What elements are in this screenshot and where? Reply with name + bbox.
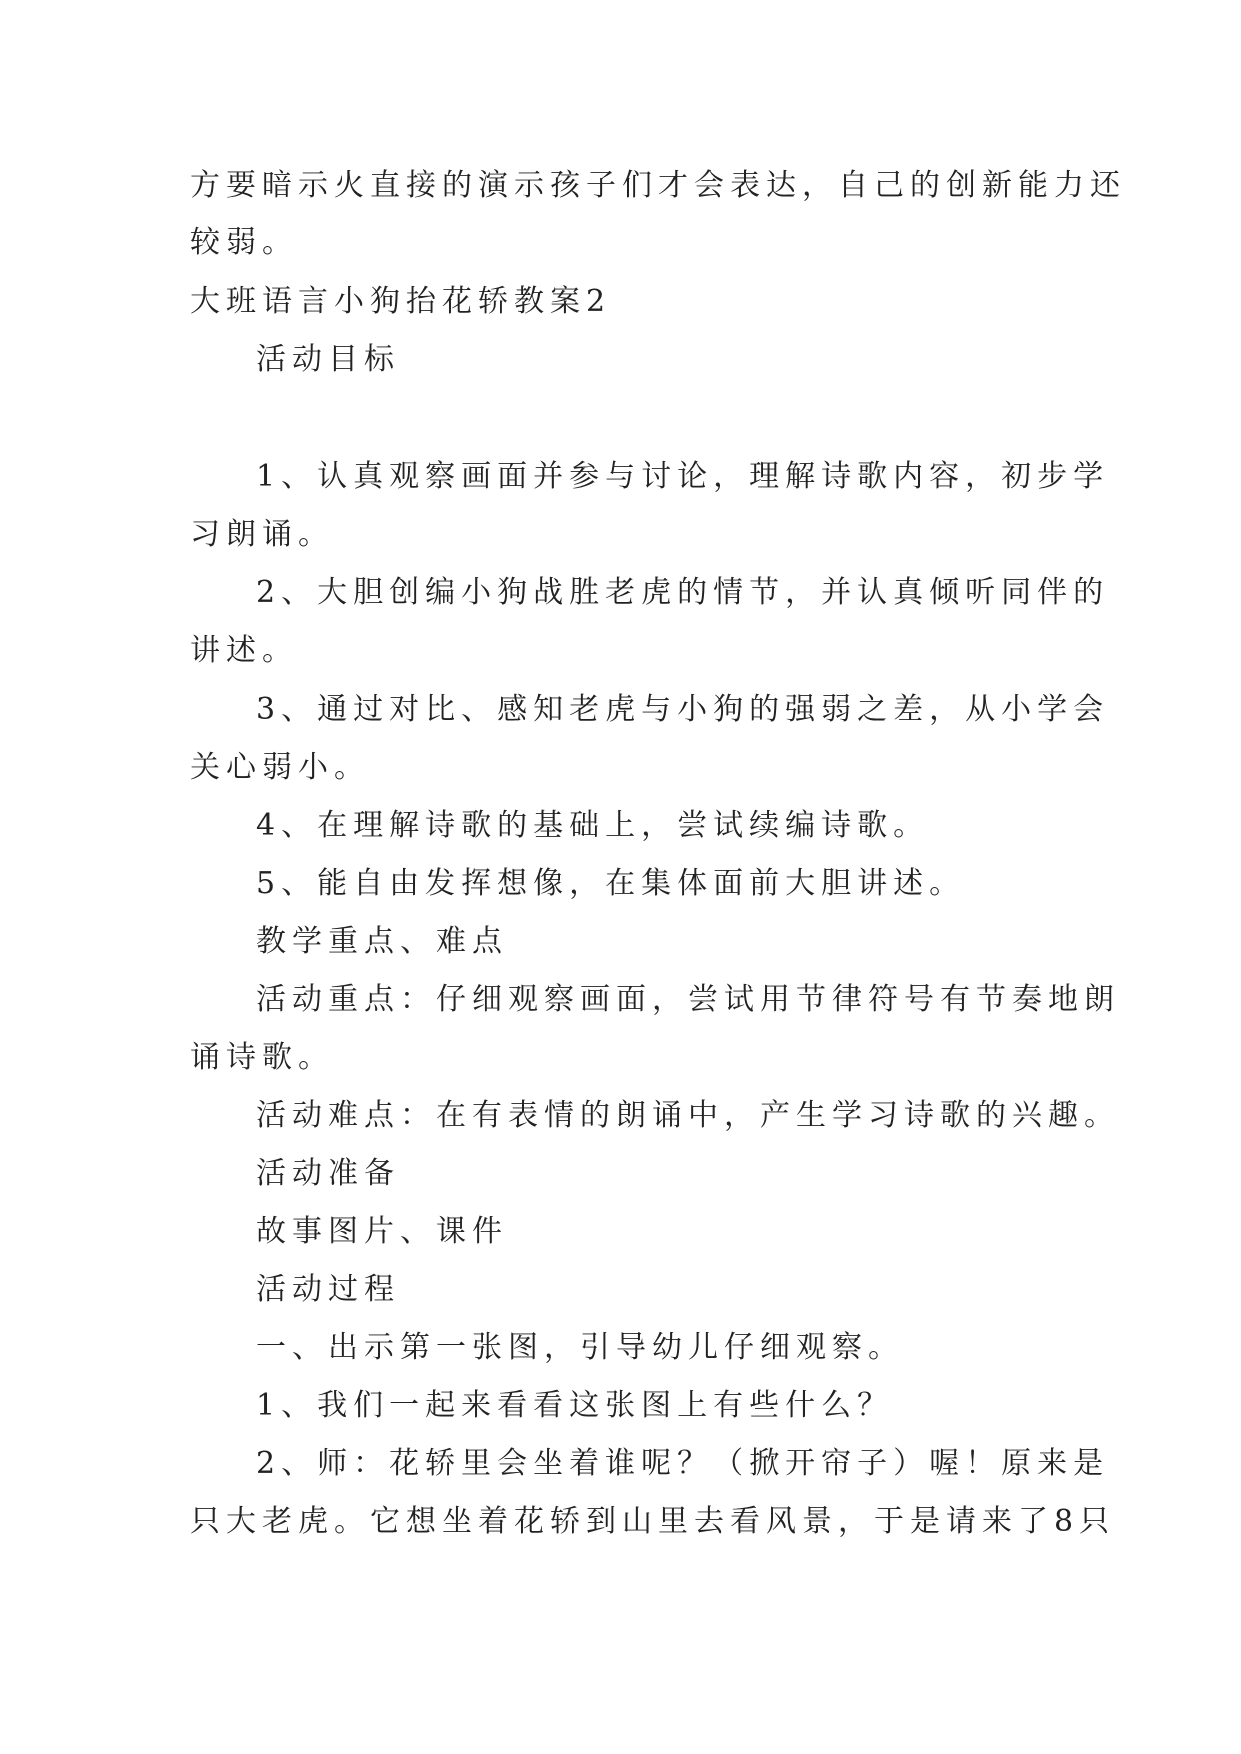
section-heading: 活动准备: [256, 1156, 400, 1191]
goal-item: 5、能自由发挥想像，在集体面前大胆讲述。: [256, 866, 966, 901]
goal-item-continuation: 讲述。: [190, 633, 298, 668]
goal-item: 2、大胆创编小狗战胜老虎的情节，并认真倾听同伴的: [256, 575, 1110, 610]
section-heading: 活动过程: [256, 1272, 400, 1307]
paragraph-line: 1、我们一起来看看这张图上有些什么？: [256, 1388, 894, 1423]
goal-item: 3、通过对比、感知老虎与小狗的强弱之差，从小学会: [256, 692, 1110, 727]
paragraph-line: 2、师：花轿里会坐着谁呢？（掀开帘子）喔！原来是: [256, 1446, 1110, 1481]
paragraph-line: 方要暗示火直接的演示孩子们才会表达，自己的创新能力还: [190, 168, 1126, 203]
paragraph-line: 较弱。: [190, 225, 298, 260]
paragraph-line: 只大老虎。它想坐着花轿到山里去看风景，于是请来了8只: [190, 1504, 1116, 1539]
paragraph-line: 故事图片、课件: [256, 1214, 508, 1249]
section-heading: 活动目标: [256, 342, 400, 377]
goal-item-continuation: 习朗诵。: [190, 517, 334, 552]
section-heading: 教学重点、难点: [256, 924, 508, 959]
goal-item-continuation: 关心弱小。: [190, 750, 370, 785]
paragraph-line: 活动难点：在有表情的朗诵中，产生学习诗歌的兴趣。: [256, 1098, 1120, 1133]
section-title: 大班语言小狗抬花轿教案2: [190, 284, 612, 319]
goal-item: 4、在理解诗歌的基础上，尝试续编诗歌。: [256, 808, 930, 843]
paragraph-line: 一、出示第一张图，引导幼儿仔细观察。: [256, 1330, 904, 1365]
paragraph-line: 活动重点：仔细观察画面，尝试用节律符号有节奏地朗: [256, 982, 1120, 1017]
goal-item: 1、认真观察画面并参与讨论，理解诗歌内容，初步学: [256, 459, 1110, 494]
paragraph-line: 诵诗歌。: [190, 1040, 334, 1075]
